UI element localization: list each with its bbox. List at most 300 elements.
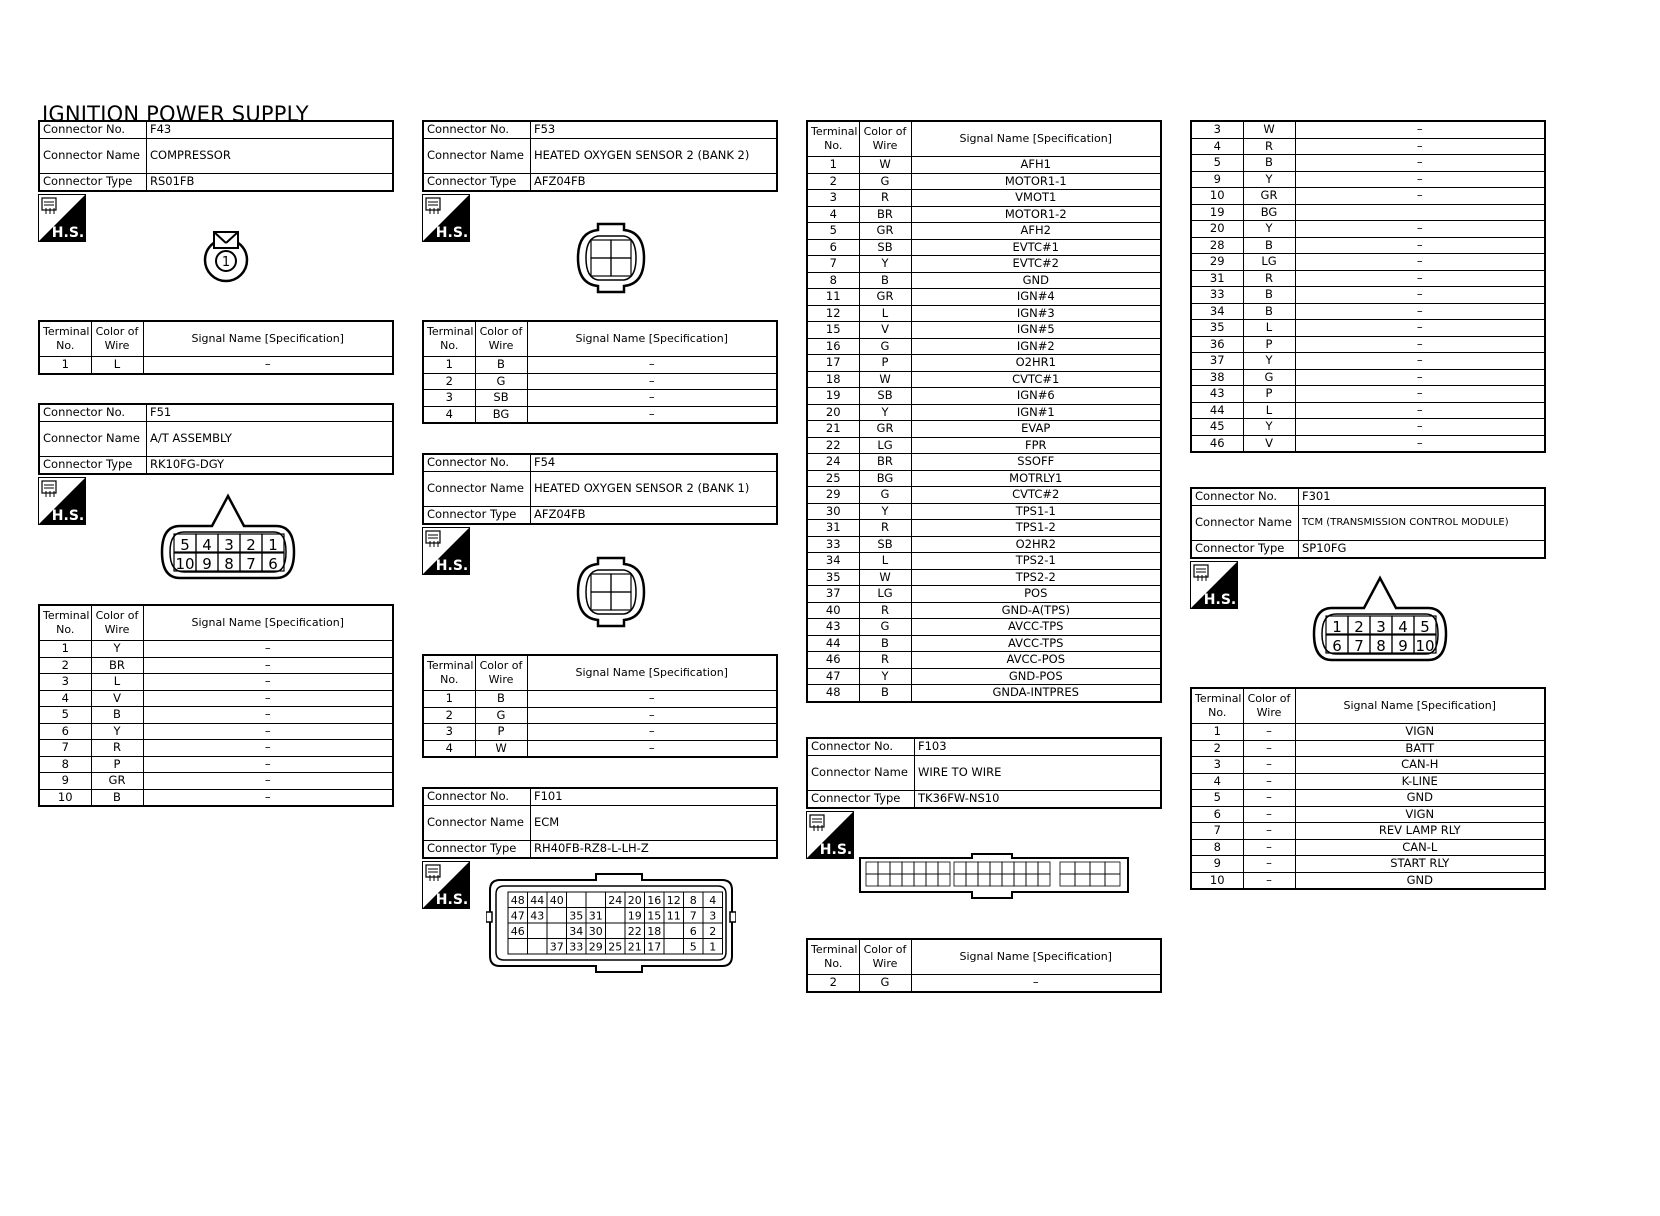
- signal-name: GND-A(TPS): [911, 602, 1161, 619]
- table-row: [39, 674, 393, 691]
- terminal-no: 2: [39, 657, 91, 674]
- pin-cell: [966, 862, 978, 874]
- terminal-no: 9: [1191, 171, 1243, 188]
- pin-cell: [990, 862, 1002, 874]
- terminal-no: 24: [807, 454, 859, 471]
- table-row: [807, 190, 1161, 207]
- signal-name: GND: [1295, 790, 1545, 807]
- pin-cell: [1026, 874, 1038, 886]
- f101-connector-name: ECM: [531, 806, 778, 841]
- table-row: [1191, 773, 1545, 790]
- wire-color: GR: [859, 421, 911, 438]
- table-row: [807, 685, 1161, 702]
- header-color: Color of Wire: [859, 121, 911, 157]
- pin-cell: [878, 862, 890, 874]
- table-row: [39, 641, 393, 658]
- pin-label: 7: [689, 909, 697, 923]
- terminal-no: 19: [807, 388, 859, 405]
- pin-cell: [938, 862, 950, 874]
- wire-color: L: [1243, 402, 1295, 419]
- table-row: [1191, 320, 1545, 337]
- table-row: [423, 724, 777, 741]
- terminal-no: 2: [807, 975, 859, 992]
- pin-cell: [611, 592, 631, 610]
- table-row: [807, 437, 1161, 454]
- terminal-no: 3: [423, 724, 475, 741]
- pin-cell: [866, 862, 878, 874]
- table-row: [1191, 188, 1545, 205]
- f43-connector-type: RS01FB: [147, 174, 394, 192]
- f103-terminal-table-continued: [1190, 120, 1546, 453]
- wire-color: P: [475, 724, 527, 741]
- signal-name: –: [1295, 171, 1545, 188]
- hs-label: H.S.: [1203, 592, 1237, 608]
- pin-cell: [890, 862, 902, 874]
- pin-cell: [966, 874, 978, 886]
- table-row: [39, 756, 393, 773]
- f103-terminal-table: [806, 938, 1162, 993]
- pin-cell: [1060, 862, 1075, 874]
- signal-name: –: [1295, 254, 1545, 271]
- f101-connector-diagram: [486, 872, 736, 980]
- terminal-no: 45: [1191, 419, 1243, 436]
- wire-color: R: [91, 740, 143, 757]
- table-row: [807, 421, 1161, 438]
- header-signal: Signal Name [Specification]: [911, 939, 1161, 975]
- signal-name: GNDA-INTPRES: [911, 685, 1161, 702]
- hs-label: H.S.: [435, 558, 469, 574]
- f54-connector-type: AFZ04FB: [531, 507, 778, 525]
- pin-label: 7: [1354, 637, 1364, 655]
- table-row: [1191, 790, 1545, 807]
- hs-label: H.S.: [435, 892, 469, 908]
- label: Connector Type: [423, 841, 531, 859]
- table-row: [807, 388, 1161, 405]
- wire-color: W: [859, 569, 911, 586]
- terminal-no: 43: [807, 619, 859, 636]
- pin-cell: [1038, 874, 1050, 886]
- f103-info-block: [806, 737, 1162, 809]
- terminal-no: 16: [807, 338, 859, 355]
- wire-color: GR: [859, 223, 911, 240]
- signal-name: –: [527, 707, 777, 724]
- f103-connector-no: F103: [915, 738, 1162, 756]
- f103-connector-diagram: [858, 852, 1130, 904]
- table-row: [1191, 171, 1545, 188]
- wire-color: LG: [859, 437, 911, 454]
- wire-color: BR: [91, 657, 143, 674]
- pin-label: 16: [647, 894, 662, 907]
- wire-color: B: [1243, 155, 1295, 172]
- wire-color: R: [859, 520, 911, 537]
- pin-cell: [1060, 874, 1075, 886]
- signal-name: VIGN: [1295, 724, 1545, 741]
- signal-name: POS: [911, 586, 1161, 603]
- pin-cell: [926, 862, 938, 874]
- signal-name: EVTC#2: [911, 256, 1161, 273]
- terminal-no: 35: [807, 569, 859, 586]
- pin-label: 46: [510, 925, 525, 938]
- signal-name: CVTC#2: [911, 487, 1161, 504]
- wire-color: P: [859, 355, 911, 372]
- pin-cell: [1105, 874, 1120, 886]
- header-color: Color of Wire: [91, 321, 143, 357]
- terminal-no: 21: [807, 421, 859, 438]
- wire-color: G: [1243, 369, 1295, 386]
- signal-name: SSOFF: [911, 454, 1161, 471]
- wire-color: Y: [1243, 419, 1295, 436]
- table-row: [807, 338, 1161, 355]
- f51-connector-no: F51: [147, 404, 394, 422]
- wire-color: –: [1243, 839, 1295, 856]
- signal-name: AFH2: [911, 223, 1161, 240]
- signal-name: EVTC#1: [911, 239, 1161, 256]
- wire-color: GR: [859, 289, 911, 306]
- signal-name: AVCC-POS: [911, 652, 1161, 669]
- terminal-no: 40: [807, 602, 859, 619]
- wire-color: B: [91, 707, 143, 724]
- pin-label: 37: [549, 940, 564, 954]
- terminal-no: 34: [1191, 303, 1243, 320]
- signal-name: AFH1: [911, 157, 1161, 174]
- f43-connector-no: F43: [147, 121, 394, 139]
- signal-name: –: [143, 789, 393, 806]
- table-row: [807, 355, 1161, 372]
- pin-cell: [611, 240, 631, 258]
- wire-color: R: [859, 602, 911, 619]
- wire-color: W: [859, 157, 911, 174]
- terminal-no: 1: [807, 157, 859, 174]
- pin-cell: [990, 874, 1002, 886]
- terminal-no: 3: [39, 674, 91, 691]
- table-row: [807, 223, 1161, 240]
- pin-label: 24: [608, 894, 623, 907]
- signal-name: TPS1-2: [911, 520, 1161, 537]
- header-color: Color of Wire: [475, 655, 527, 691]
- terminal-no: 8: [807, 272, 859, 289]
- terminal-no: 44: [1191, 402, 1243, 419]
- signal-name: BATT: [1295, 740, 1545, 757]
- table-row: [39, 657, 393, 674]
- pin-cell: [547, 908, 567, 924]
- wire-color: B: [1243, 287, 1295, 304]
- table-row: [1191, 856, 1545, 873]
- label: Connector Type: [807, 791, 915, 809]
- harness-side-icon: [38, 194, 86, 242]
- terminal-no: 12: [807, 305, 859, 322]
- signal-name: –: [143, 773, 393, 790]
- signal-name: –: [1295, 402, 1545, 419]
- f53-connector-name: HEATED OXYGEN SENSOR 2 (BANK 2): [531, 139, 778, 174]
- terminal-no: 10: [1191, 872, 1243, 889]
- table-row: [807, 404, 1161, 421]
- pin-label: 47: [510, 909, 525, 923]
- wire-color: Y: [859, 668, 911, 685]
- label: Connector Type: [423, 174, 531, 192]
- terminal-no: 2: [423, 707, 475, 724]
- signal-name: –: [527, 373, 777, 390]
- signal-name: AVCC-TPS: [911, 619, 1161, 636]
- wire-color: –: [1243, 856, 1295, 873]
- wire-color: –: [1243, 823, 1295, 840]
- signal-name: –: [527, 406, 777, 423]
- table-row: [1191, 254, 1545, 271]
- wire-color: P: [1243, 336, 1295, 353]
- header-color: Color of Wire: [475, 321, 527, 357]
- table-row: [807, 454, 1161, 471]
- f53-info-block: [422, 120, 778, 192]
- pin-label: 30: [588, 925, 603, 938]
- signal-name: GND: [1295, 872, 1545, 889]
- terminal-no: 17: [807, 355, 859, 372]
- signal-name: –: [143, 707, 393, 724]
- pin-cell: [978, 874, 990, 886]
- signal-name: [1295, 204, 1545, 221]
- signal-name: –: [143, 674, 393, 691]
- terminal-no: 3: [423, 390, 475, 407]
- pin-label: 18: [647, 925, 662, 938]
- terminal-no: 3: [807, 190, 859, 207]
- terminal-no: 5: [807, 223, 859, 240]
- wire-color: –: [1243, 790, 1295, 807]
- header-color: Color of Wire: [1243, 688, 1295, 724]
- f53-connector-type: AFZ04FB: [531, 174, 778, 192]
- table-row: [1191, 237, 1545, 254]
- terminal-no: 28: [1191, 237, 1243, 254]
- pin-cell: [591, 240, 611, 258]
- signal-name: IGN#4: [911, 289, 1161, 306]
- signal-name: VMOT1: [911, 190, 1161, 207]
- table-row: [807, 239, 1161, 256]
- signal-name: –: [1295, 303, 1545, 320]
- table-row: [807, 586, 1161, 603]
- header-terminal: Terminal No.: [1191, 688, 1243, 724]
- pin-cell: [611, 258, 631, 276]
- terminal-no: 4: [423, 740, 475, 757]
- table-row: [807, 487, 1161, 504]
- pin-cell: [1105, 862, 1120, 874]
- table-row: [1191, 204, 1545, 221]
- harness-side-icon: [806, 811, 854, 859]
- terminal-no: 18: [807, 371, 859, 388]
- pin-cell: [1075, 862, 1090, 874]
- label: Connector Name: [39, 139, 147, 174]
- pin-cell: [567, 892, 587, 908]
- table-row: [39, 357, 393, 374]
- terminal-no: 44: [807, 635, 859, 652]
- table-row: [807, 602, 1161, 619]
- pin-cell: [890, 874, 902, 886]
- wire-color: GR: [1243, 188, 1295, 205]
- terminal-no: 8: [39, 756, 91, 773]
- wire-color: G: [859, 975, 911, 992]
- signal-name: –: [1295, 121, 1545, 138]
- harness-side-icon: [422, 194, 470, 242]
- pin-label: 48: [510, 894, 525, 907]
- label: Connector Name: [807, 756, 915, 791]
- terminal-no: 36: [1191, 336, 1243, 353]
- signal-name: –: [1295, 353, 1545, 370]
- pin-cell: [1090, 874, 1105, 886]
- wire-color: B: [475, 357, 527, 374]
- signal-name: IGN#6: [911, 388, 1161, 405]
- table-row: [1191, 757, 1545, 774]
- table-row: [807, 289, 1161, 306]
- f54-connector-name: HEATED OXYGEN SENSOR 2 (BANK 1): [531, 472, 778, 507]
- table-row: [807, 553, 1161, 570]
- terminal-no: 20: [1191, 221, 1243, 238]
- pin-cell: [611, 574, 631, 592]
- f51-connector-type: RK10FG-DGY: [147, 457, 394, 475]
- pin-label: 1: [1332, 618, 1342, 636]
- wire-color: B: [91, 789, 143, 806]
- wire-color: –: [1243, 872, 1295, 889]
- wire-color: BR: [859, 454, 911, 471]
- terminal-no: 1: [423, 357, 475, 374]
- wire-color: W: [475, 740, 527, 757]
- table-row: [807, 536, 1161, 553]
- table-row: [807, 668, 1161, 685]
- header-signal: Signal Name [Specification]: [527, 655, 777, 691]
- label: Connector No.: [423, 788, 531, 806]
- table-row: [1191, 724, 1545, 741]
- pin-cell: [866, 874, 878, 886]
- label: Connector Name: [423, 806, 531, 841]
- pin-cell: [902, 862, 914, 874]
- table-row: [423, 406, 777, 423]
- terminal-no: 34: [807, 553, 859, 570]
- f301-terminal-table: [1190, 687, 1546, 890]
- terminal-no: 1: [423, 691, 475, 708]
- header-signal: Signal Name [Specification]: [143, 605, 393, 641]
- terminal-no: 4: [807, 206, 859, 223]
- pin-label: 1: [268, 536, 278, 554]
- f51-connector-diagram: [158, 492, 298, 586]
- header-signal: Signal Name [Specification]: [143, 321, 393, 357]
- label: Connector Type: [423, 507, 531, 525]
- signal-name: –: [143, 657, 393, 674]
- wire-color: V: [91, 690, 143, 707]
- signal-name: –: [1295, 336, 1545, 353]
- signal-name: –: [143, 740, 393, 757]
- table-row: [39, 773, 393, 790]
- signal-name: GND-POS: [911, 668, 1161, 685]
- terminal-no: 10: [1191, 188, 1243, 205]
- pin-label: 21: [627, 940, 642, 954]
- signal-name: O2HR1: [911, 355, 1161, 372]
- label: Connector Name: [423, 472, 531, 507]
- terminal-no: 1: [1191, 724, 1243, 741]
- label: Connector No.: [423, 454, 531, 472]
- f101-connector-type: RH40FB-RZ8-L-LH-Z: [531, 841, 778, 859]
- header-terminal: Terminal No.: [39, 605, 91, 641]
- wire-color: W: [1243, 121, 1295, 138]
- table-row: [39, 740, 393, 757]
- terminal-no: 33: [807, 536, 859, 553]
- terminal-no: 33: [1191, 287, 1243, 304]
- wire-color: Y: [1243, 221, 1295, 238]
- pin-label: 12: [666, 894, 681, 907]
- table-row: [1191, 823, 1545, 840]
- wire-color: –: [1243, 724, 1295, 741]
- pin-label: 6: [689, 925, 697, 938]
- table-row: [423, 357, 777, 374]
- terminal-no: 31: [1191, 270, 1243, 287]
- pin-cell: [508, 939, 528, 955]
- header-terminal: Terminal No.: [807, 121, 859, 157]
- wire-color: L: [91, 357, 143, 374]
- table-row: [807, 322, 1161, 339]
- wire-color: B: [859, 635, 911, 652]
- pin-label: 43: [530, 909, 545, 923]
- header-terminal: Terminal No.: [39, 321, 91, 357]
- pin-cell: [528, 939, 548, 955]
- wire-color: Y: [1243, 353, 1295, 370]
- table-row: [1191, 138, 1545, 155]
- wire-color: L: [859, 305, 911, 322]
- pin-cell: [914, 874, 926, 886]
- table-row: [39, 690, 393, 707]
- terminal-no: 19: [1191, 204, 1243, 221]
- signal-name: –: [143, 641, 393, 658]
- terminal-no: 43: [1191, 386, 1243, 403]
- signal-name: –: [1295, 435, 1545, 452]
- table-row: [1191, 740, 1545, 757]
- pin-label: 5: [689, 940, 697, 954]
- pin-cell: [938, 874, 950, 886]
- terminal-no: 6: [1191, 806, 1243, 823]
- wire-color: R: [859, 190, 911, 207]
- table-row: [807, 256, 1161, 273]
- pin-label: 17: [647, 940, 662, 954]
- signal-name: –: [527, 357, 777, 374]
- hs-label: H.S.: [51, 508, 85, 524]
- terminal-no: 31: [807, 520, 859, 537]
- signal-name: MOTRLY1: [911, 470, 1161, 487]
- pin-label: 4: [1398, 618, 1408, 636]
- signal-name: –: [911, 975, 1161, 992]
- table-row: [1191, 872, 1545, 889]
- terminal-no: 4: [1191, 773, 1243, 790]
- terminal-no: 46: [1191, 435, 1243, 452]
- wire-color: V: [1243, 435, 1295, 452]
- wire-color: W: [859, 371, 911, 388]
- f51-terminal-table: [38, 604, 394, 807]
- pin-label: 10: [1415, 637, 1435, 655]
- pin-label: 19: [627, 909, 642, 923]
- pin-cell: [926, 874, 938, 886]
- signal-name: REV LAMP RLY: [1295, 823, 1545, 840]
- signal-name: MOTOR1-2: [911, 206, 1161, 223]
- pin-label: 9: [202, 555, 212, 573]
- pin-cell: [606, 923, 626, 939]
- pin-cell: [1002, 862, 1014, 874]
- pin-cell: [586, 892, 606, 908]
- table-row: [807, 157, 1161, 174]
- pin-label: 40: [549, 894, 564, 907]
- terminal-no: 10: [39, 789, 91, 806]
- wire-color: LG: [1243, 254, 1295, 271]
- header-terminal: Terminal No.: [423, 321, 475, 357]
- header-terminal: Terminal No.: [807, 939, 859, 975]
- terminal-no: 5: [1191, 790, 1243, 807]
- pin-label: 9: [1398, 637, 1408, 655]
- f301-info-block: [1190, 487, 1546, 559]
- label: Connector No.: [807, 738, 915, 756]
- pin-cell: [664, 939, 684, 955]
- pin-cell: [547, 923, 567, 939]
- table-row: [807, 173, 1161, 190]
